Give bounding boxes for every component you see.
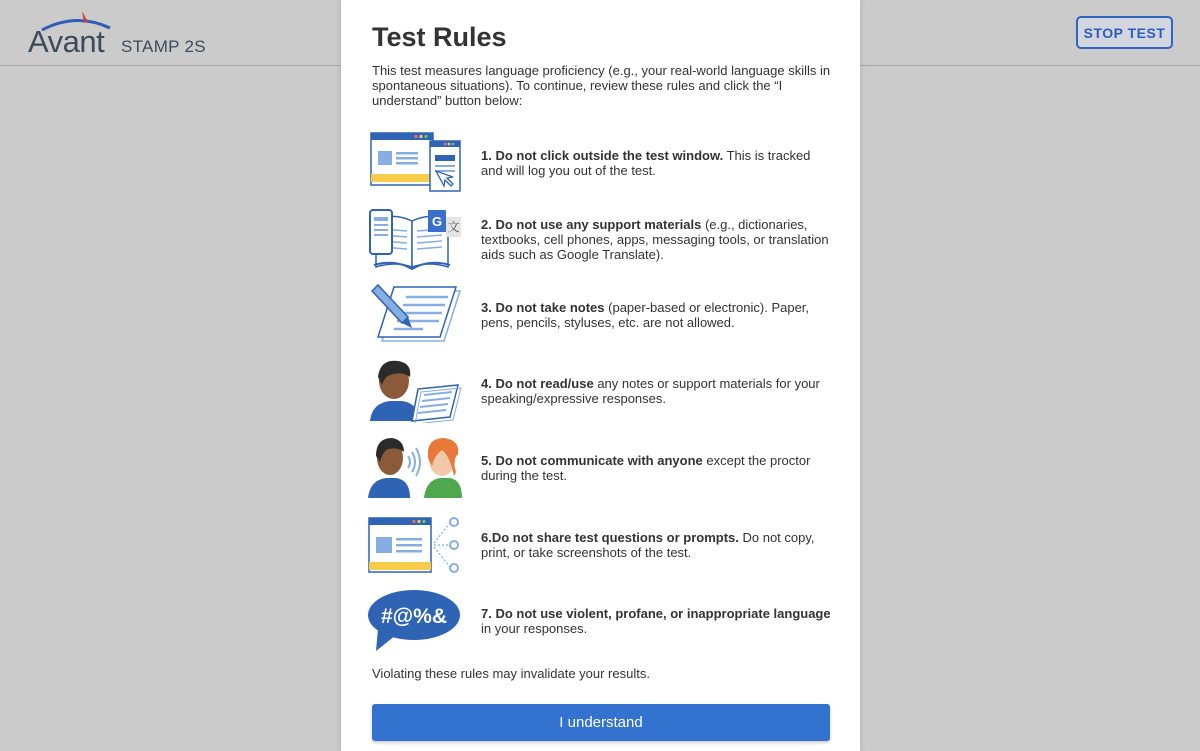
person-reading-notes-icon [368,359,463,423]
wen-char: 文 [447,220,460,234]
speech-bubble-symbols-icon [368,589,463,653]
rule-rest-3: (paper-based or electronic). Paper, pens, pencils, styluses, etc. are not allowed. [481,300,810,330]
rule-text-7 [481,589,831,653]
rule-rest-6: Do not copy, print, or take screenshots of the test. [481,530,815,560]
logo-subtitle: STAMP 2S [121,37,206,56]
logo-text: Avant [28,24,105,59]
rule-rest-2: (e.g., dictionaries, textbooks, cell phones, apps, messaging tools, or translation aids such as Google Translate). [481,216,829,262]
share-window-icon [368,513,463,577]
rule-rest-4: any notes or support materials for your speaking/expressive responses. [481,376,820,406]
stop-test-button[interactable]: STOP TEST [1076,16,1173,49]
avant-logo [28,8,218,58]
bubble-symbols: #@%& [381,605,447,628]
rule-bold-7: 7. Do not use violent, profane, or inappropriate language [481,606,831,621]
test-rules-modal [341,0,860,751]
rule-text-6 [481,513,831,577]
book-phone-translate-icon [368,207,463,271]
rule-text-3 [481,283,831,347]
rule-text-4 [481,359,831,423]
i-understand-button[interactable]: I understand [372,704,830,741]
rule-bold-3: 3. Do not take notes [481,300,605,315]
rule-text-5 [481,436,831,500]
two-people-talking-icon [368,436,463,500]
rule-bold-6: 6.Do not share test questions or prompts. [481,530,739,545]
rule-item-4 [368,359,838,423]
rule-item-7 [368,589,838,653]
g-letter: G [431,214,443,229]
rule-text-1 [481,131,831,195]
rule-bold-4: 4. Do not read/use [481,376,594,391]
rule-text-2 [481,207,831,271]
rule-bold-2: 2. Do not use any support materials [481,216,702,232]
rule-item-1 [368,131,838,195]
rule-rest-5: except the proctor during the test. [481,453,811,483]
violation-warning: Violating these rules may invalidate your results. [372,666,650,681]
pen-paper-icon [368,283,463,347]
rule-item-3 [368,283,838,347]
rule-bold-5: 5. Do not communicate with anyone [481,453,703,468]
modal-title: Test Rules [372,22,507,52]
intro-text: This test measures language proficiency (e.g., your real-world language skills in spontaneous situations). To continue, review these rules and click the “I understand” button below: [372,63,831,108]
rule-rest-1: This is tracked and will log you out of the test. [481,148,811,178]
rule-item-2 [368,207,838,271]
rule-rest-7: in your responses. [481,621,588,636]
rule-bold-1: 1. Do not click outside the test window. [481,148,724,163]
rule-item-5 [368,436,838,500]
rule-item-6 [368,513,838,577]
browser-window-cursor-icon [368,131,463,195]
